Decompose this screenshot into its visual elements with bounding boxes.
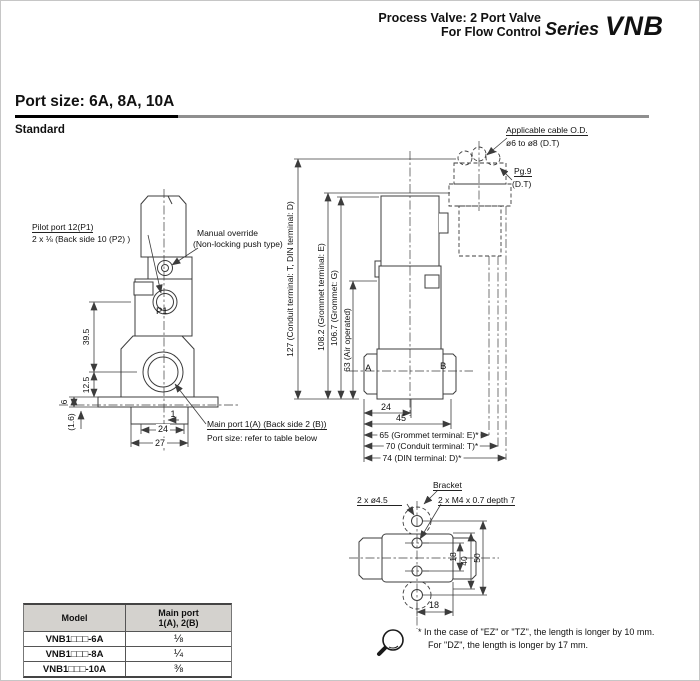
table-row bbox=[24, 647, 231, 662]
port-a-label: A bbox=[365, 363, 372, 374]
thread-spec-label: 2 x M4 x 0.7 depth 7 bbox=[438, 495, 516, 505]
dim-108-2-grommet-terminal: 108.2 (Grommet terminal: E) bbox=[316, 243, 326, 351]
cable-od-label-line1: Applicable cable O.D. bbox=[506, 125, 588, 135]
dim-40: 40 bbox=[459, 556, 469, 566]
dim-39-5: 39.5 bbox=[81, 328, 91, 346]
header-title-line1: Process Valve: 2 Port Valve bbox=[378, 11, 541, 25]
table-row bbox=[24, 632, 231, 647]
table-row bbox=[24, 662, 231, 676]
bracket-label: Bracket bbox=[433, 480, 462, 490]
table-header-main-port-line2: 1(A), 2(B) bbox=[158, 618, 199, 628]
pilot-port-label-line1: Pilot port 12(P1) bbox=[32, 222, 94, 232]
manual-override-label-line1: Manual override bbox=[197, 228, 258, 238]
page-header-title bbox=[291, 12, 541, 39]
header-title-line2: For Flow Control bbox=[441, 24, 541, 39]
dim-45-side: 45 bbox=[395, 413, 407, 423]
cable-od-label-line2: ø6 to ø8 (D.T) bbox=[506, 138, 560, 148]
dim-24-side: 24 bbox=[380, 402, 392, 412]
manual-override-label-line2: (Non-locking push type) bbox=[193, 239, 283, 249]
series-prefix: Series bbox=[545, 19, 600, 39]
heading-rule-gray bbox=[178, 115, 649, 118]
dim-70-conduit: 70 (Conduit terminal: T)* bbox=[385, 441, 479, 451]
footnote-line1: * In the case of "EZ" or "TZ", the length is longer by 10 mm. bbox=[418, 627, 655, 637]
main-port-label-line2: Port size: refer to table below bbox=[207, 433, 318, 443]
model-cell: VNB1□□□-8A bbox=[24, 647, 126, 661]
table-header-main-port-line1: Main port bbox=[158, 608, 199, 618]
dim-18-vertical: 18 bbox=[448, 552, 458, 562]
dim-74-din: 74 (DIN terminal: D)* bbox=[382, 453, 462, 463]
dim-1-6: (1.6) bbox=[66, 413, 76, 431]
port-cell: ¼ bbox=[173, 648, 184, 660]
p1-port-label: P1 bbox=[156, 306, 168, 317]
magnifier-icon bbox=[379, 630, 403, 654]
dim-18-horizontal: 18 bbox=[428, 600, 440, 610]
table-header-main-port bbox=[126, 605, 231, 631]
subsection-standard: Standard bbox=[15, 124, 65, 136]
dim-127-conduit-din: 127 (Conduit terminal: T, DIN terminal: D) bbox=[285, 201, 295, 357]
model-cell: VNB1□□□-10A bbox=[24, 662, 126, 676]
series-name: VNB bbox=[605, 11, 664, 41]
port-b-label: B bbox=[440, 361, 447, 372]
pg9-label-line2: (D.T) bbox=[512, 179, 532, 189]
pg9-label-line1: Pg.9 bbox=[514, 166, 532, 176]
dim-12-5: 12.5 bbox=[81, 376, 91, 394]
dim-65-grommet: 65 (Grommet terminal: E)* bbox=[379, 430, 479, 440]
dim-27-front: 27 bbox=[154, 438, 166, 448]
heading-rule-black bbox=[15, 115, 178, 118]
dim-63-air-operated: 63 (Air operated) bbox=[342, 308, 352, 372]
dim-50: 50 bbox=[472, 553, 482, 563]
hole-dia-label: 2 x ø4.5 bbox=[357, 495, 402, 506]
table-header-model: Model bbox=[24, 605, 126, 631]
dim-106-7-grommet: 106.7 (Grommet: G) bbox=[329, 269, 339, 347]
port-size-table bbox=[23, 603, 232, 678]
pilot-port-label-line2: 2 x ⅛ (Back side 10 (P2) ) bbox=[32, 234, 131, 244]
table-header-row bbox=[24, 605, 231, 632]
port-size-heading: Port size: 6A, 8A, 10A bbox=[15, 93, 175, 110]
model-cell: VNB1□□□-6A bbox=[24, 632, 126, 646]
footnote-line2: For "DZ", the length is longer by 17 mm. bbox=[428, 640, 588, 650]
dim-6: 6 bbox=[59, 399, 69, 405]
series-title bbox=[545, 11, 664, 42]
port-cell: ⅛ bbox=[173, 633, 184, 645]
dim-1: 1 bbox=[170, 409, 176, 419]
port-cell: ⅜ bbox=[173, 663, 184, 675]
dim-24-front: 24 bbox=[157, 424, 169, 434]
main-port-label-line1: Main port 1(A) (Back side 2 (B)) bbox=[207, 419, 327, 429]
